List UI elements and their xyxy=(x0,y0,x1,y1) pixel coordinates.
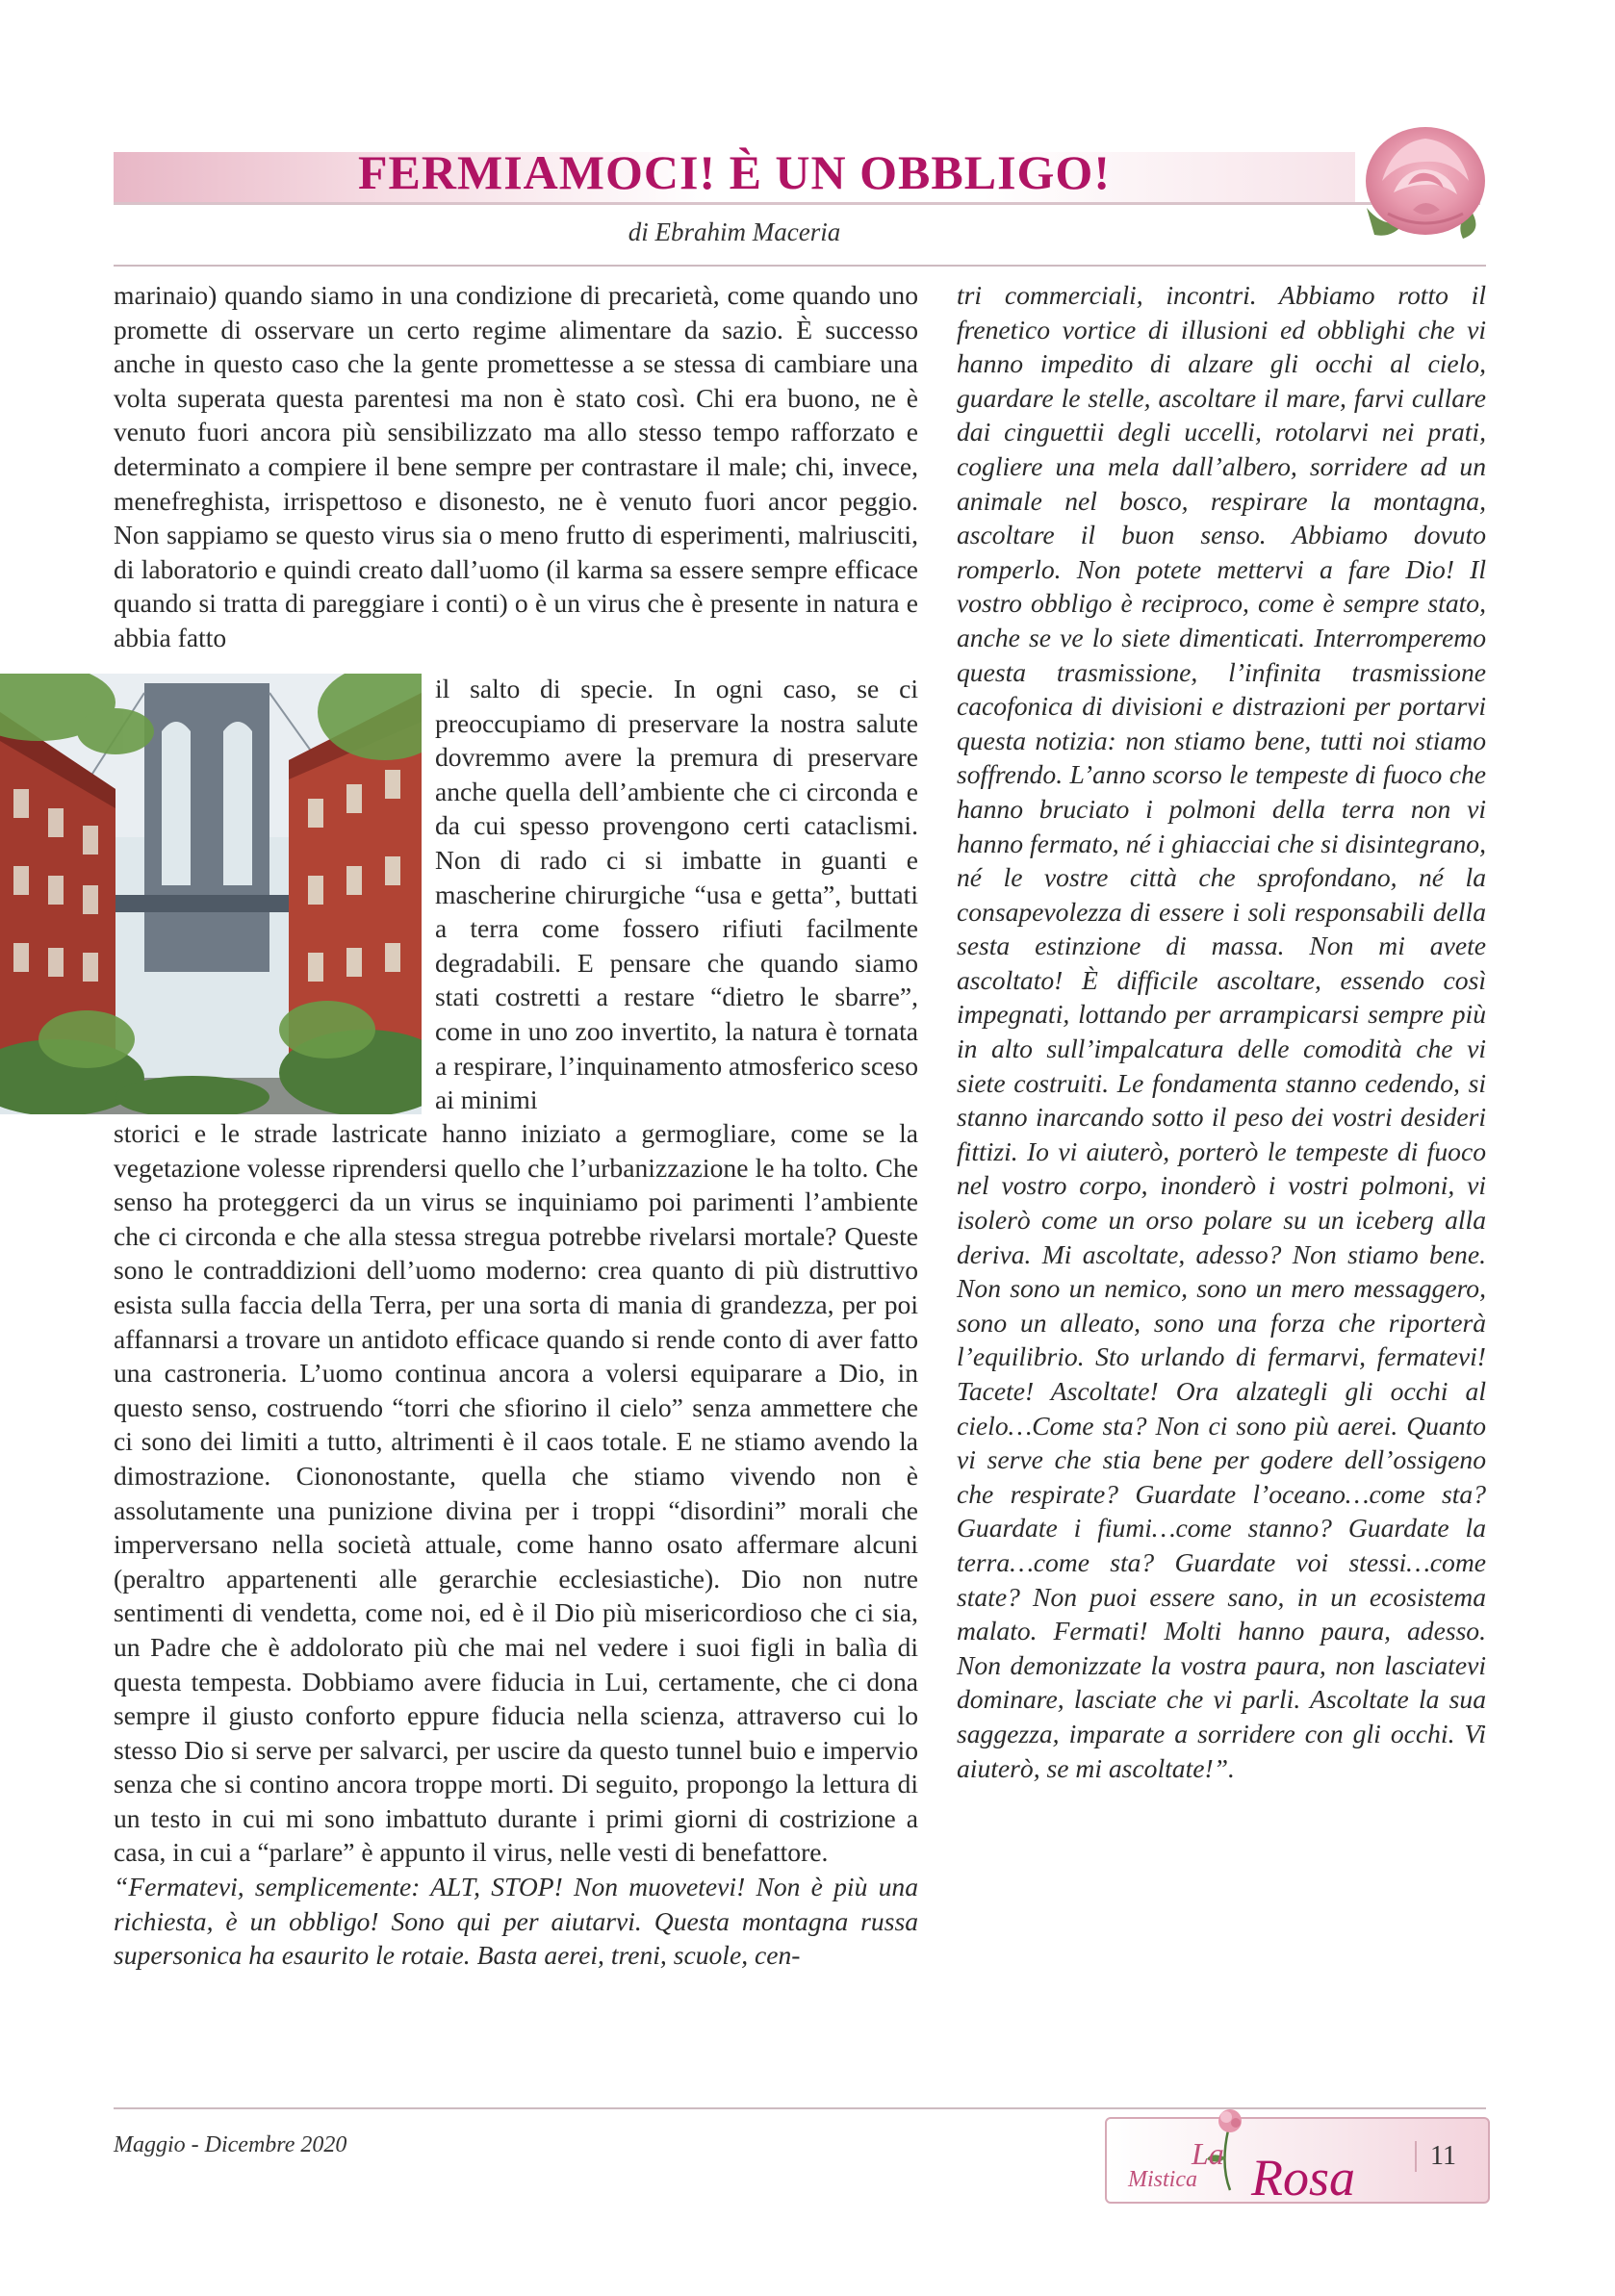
article-title: FERMIAMOCI! È UN OBBLIGO! xyxy=(358,145,1111,199)
paragraph: il salto di specie. In ogni caso, se ci preoccupiamo di preservare la nostra salute dovremmo avere la premura di preservare anche quella dell’ambiente che ci circonda e da cui spesso provengono certi cataclismi. Non di rado ci si imbatte in guanti e mascherine chirurgiche “usa e getta”, buttati a terra come fossero rifiuti facilmente degradabili. E pensare che quando siamo stati costretti a restare “dietro le sbarre”, come in uno zoo invertito, la natura è tornata a respirare, l’inquinamento atmosferico sceso ai minimi xyxy=(435,674,918,1115)
top-rule xyxy=(114,265,1486,267)
logo-word-la: La xyxy=(1192,2136,1224,2171)
page-number: 11 xyxy=(1415,2141,1456,2172)
quote-paragraph: “Fermatevi, semplicemente: ALT, STOP! Non muovetevi! Non è più una richiesta, è un obbligo! Sono qui per aiutarvi. Questa montagna russa supersonica ha esaurito le rotaie. Basta aerei, treni, scuole, cen- xyxy=(114,1872,918,1971)
bridge-street-photo xyxy=(0,674,422,1114)
rose-icon xyxy=(1355,114,1496,248)
title-underline xyxy=(114,202,1480,205)
article-column-left-top xyxy=(114,278,918,655)
logo-word-rosa: Rosa xyxy=(1251,2149,1355,2207)
article-byline: di Ebrahim Maceria xyxy=(628,217,841,246)
article-column-left-bottom xyxy=(114,1116,918,1973)
article-column-left-wrap xyxy=(435,672,918,1117)
article-column-right xyxy=(957,278,1486,1785)
issue-date: Maggio - Dicembre 2020 xyxy=(114,2132,347,2157)
paragraph: marinaio) quando siamo in una condizione di precarietà, come quando uno promette di osservare un certo regime alimentare da sazio. È successo anche in questo caso che la gente promettesse a se stessa di cambiare una volta superata questa parentesi ma non è stato così. Chi era buono, ne è venuto fuori ancora più sensibilizzato ma allo stesso tempo rafforzato e determinato a compiere il bene sempre per contrastare il male; chi, invece, menefreghista, irrispettoso e disonesto, ne è venuto fuori ancor peggio. Non sappiamo se questo virus sia o meno frutto di esperimenti, malriusciti, di laboratorio e quindi creato dall’uomo (il karma sa essere sempre efficace quando si tratta di pareggiare i conti) o è un virus che è presente in natura e abbia fatto xyxy=(114,280,918,652)
paragraph: storici e le strade lastricate hanno iniziato a germogliare, come se la vegetazione volesse riprendersi quello che l’urbanizzazione le ha tolto. Che senso ha proteggerci da un virus se inquiniamo poi parimenti l’ambiente che ci circonda e che alla stessa stregua potrebbe rivelarsi mortale? Queste sono le contraddizioni dell’uomo moderno: crea quanto di più distruttivo esista sulla faccia della Terra, per una sorta di mania di grandezza, per poi affannarsi a trovare un antidoto efficace quando si rende conto di aver fatto una castroneria. L’uomo continua ancora a volersi equiparare a Dio, in questo senso, costruendo “torri che sfiorino il cielo” senza ammettere che ci sono dei limiti a tutto, altrimenti è il caos totale. E ne stiamo avendo la dimostrazione. Ciononostante, quella che stiamo vivendo non è assolutamente una punizione divina per i troppi “disordini” morali che imperversano nella società attuale, come hanno osato affermare alcuni (peraltro appartenenti alle gerarchie ecclesiastiche). Dio non nutre sentimenti di vendetta, come noi, ed è il Dio più misericordioso che ci sia, un Padre che è addolorato più che mai nel vedere i suoi figli in balìa di questa tempesta. Dobbiamo avere fiducia in Lui, certamente, che ci dona sempre il giusto conforto eppure fiducia nella scienza, attraverso cui lo stesso Dio si serve per salvarci, per uscire da questo tunnel buio e impervio senza che si contino ancora troppe morti. Di seguito, propongo la lettura di un testo in cui mi sono imbattuto durante i primi giorni di costrizione a casa, in cui a “parlare” è appunto il virus, nelle vesti di benefattore. xyxy=(114,1118,918,1868)
logo-word-mistica: Mistica xyxy=(1128,2167,1197,2192)
quote-paragraph: tri commerciali, incontri. Abbiamo rotto il frenetico vortice di illusioni ed obblighi che vi hanno impedito di alzare gli occhi al cielo, guardare le stelle, ascoltare il mare, farvi cullare dai cinguettii degli uccelli, rotolarvi nei prati, cogliere una mela dall’albero, sorridere ad un animale nel bosco, respirare la montagna, ascoltare il buon senso. Abbiamo dovuto romperlo. Non potete mettervi a fare Dio! Il vostro obbligo è reciproco, come è sempre stato, anche se ve lo siete dimenticati. Interromperemo questa trasmissione, l’infinita trasmissione cacofonica di divisioni e distrazioni per portarvi questa notizia: non stiamo bene, tutti noi stiamo soffrendo. L’anno scorso le tempeste di fuoco che hanno bruciato i polmoni della terra non vi hanno fermato, né i ghiacciai che si disintegrano, né le vostre città che sprofondano, né la consapevolezza di essere i soli responsabili della sesta estinzione di massa. Non mi avete ascoltato! È difficile ascoltare, essendo così impegnati, lottando per arrampicarsi sempre più in alto sull’impalcatura delle comodità che vi siete costruiti. Le fondamenta stanno cedendo, si stanno inarcando sotto il peso dei vostri desideri fittizi. Io vi aiuterò, porterò le tempeste di fuoco nel vostro corpo, inonderò i vostri polmoni, vi isolerò come un orso polare su un iceberg alla deriva. Mi ascoltate, adesso? Non stiamo bene. Non sono un nemico, sono un mero messaggero, sono un alleato, sono una forza che riporterà l’equilibrio. Sto urlando di fermarvi, fermatevi! Tacete! Ascoltate! Ora alzategli gli occhi al cielo…Come sta? Non ci sono più aerei. Quanto vi serve che stia bene per godere dell’ossigeno che respirate? Guardate l’oceano…come sta? Guardate i fiumi…come stanno? Guardate la terra…come sta? Guardate voi stessi…come state? Non puoi essere sano, in un ecosistema malato. Fermati! Molti hanno paura, adesso. Non demonizzate la vostra paura, non lasciatevi dominare, lasciate che vi parli. Ascoltate la sua saggezza, imparate a sorridere con gli occhi. Vi aiuterò, se mi ascoltate!”. xyxy=(957,280,1486,1783)
